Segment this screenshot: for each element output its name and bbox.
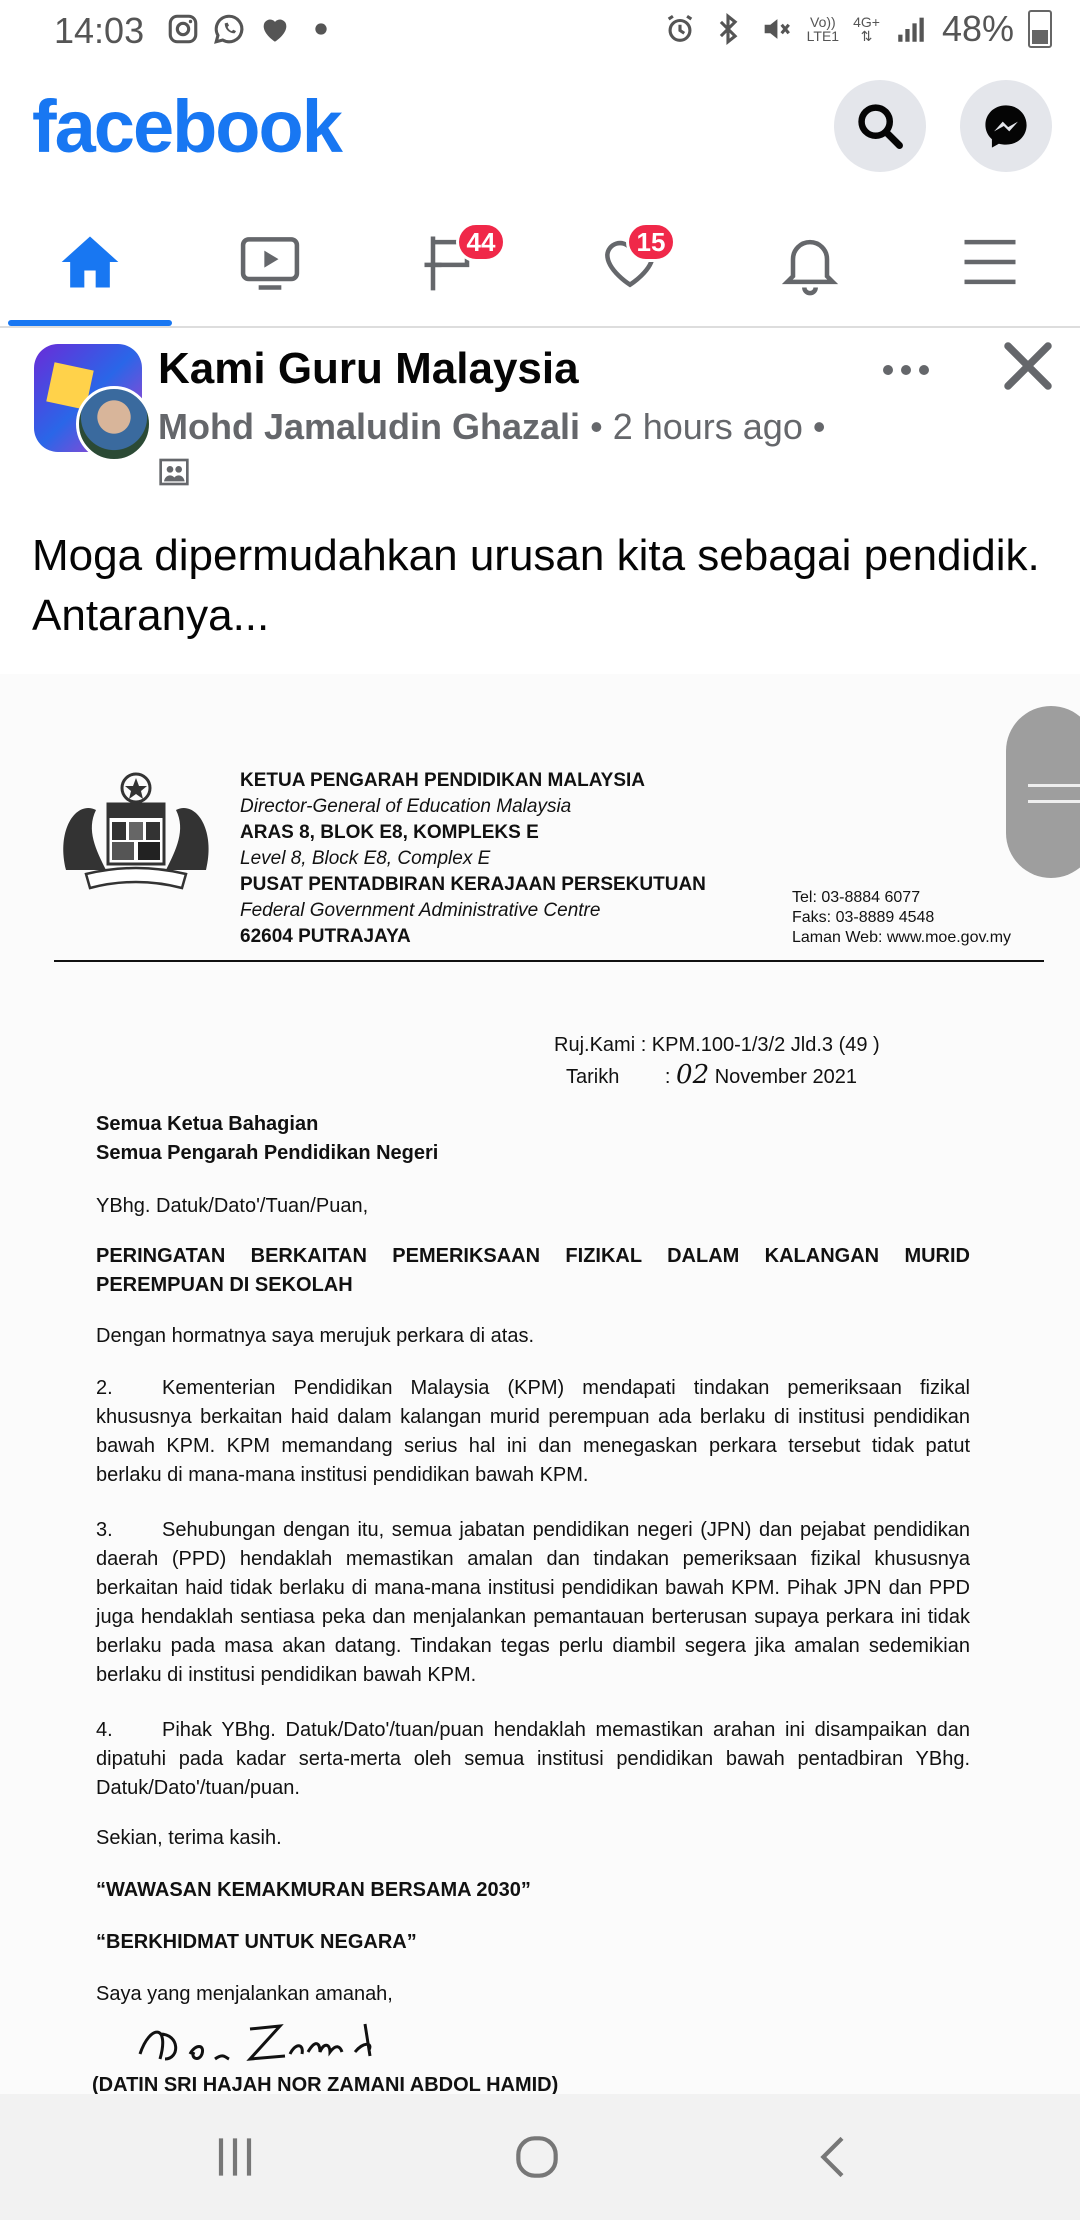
letter-sign-off: Saya yang menjalankan amanah, xyxy=(96,1983,393,2005)
tab-bar xyxy=(0,198,1080,328)
post-time[interactable]: 2 hours ago xyxy=(612,406,803,447)
tab-marketplace[interactable] xyxy=(360,198,540,326)
author-avatar[interactable] xyxy=(76,386,152,462)
letter-paragraph-3: 3. Sehubungan dengan itu, semua jabatan pendidikan negeri (JPN) dan pejabat pendidikan daerah (PPD) hendaklah memastikan amalan dan tindakan pemeriksaan fizikal khususnya berkaitan haid tidak berlaku di mana-mana institusi pendidikan bawah KPM. Pihak JPN dan PPD juga hendaklah sentiasa peka dan menjalankan pemantauan berterusan supaya perkara ini tidak berlaku pada masa akan datang. Tindakan tegas perlu diambil segera jika amalan sedemikian berlaku di institusi pendidikan bawah KPM. xyxy=(96,1519,970,1686)
tab-home[interactable] xyxy=(0,198,180,326)
alarm-icon xyxy=(663,12,697,46)
letter-signatory: (DATIN SRI HAJAH NOR ZAMANI ABDOL HAMID) xyxy=(92,2074,559,2094)
search-icon xyxy=(854,100,906,152)
tab-dating[interactable] xyxy=(540,198,720,326)
letter-opening: Dengan hormatnya saya merujuk perkara di atas. xyxy=(96,1325,535,1347)
volte-indicator: Vo)) LTE1 xyxy=(806,14,840,44)
letter-motto-1: “WAWASAN KEMAKMURAN BERSAMA 2030” xyxy=(96,1879,531,1901)
letter-motto-2: “BERKHIDMAT UNTUK NEGARA” xyxy=(96,1931,417,1953)
letter-subject: PERINGATAN BERKAITAN PEMERIKSAAN FIZIKAL DALAM KALANGAN MURID PEREMPUAN DI SEKOLAH xyxy=(96,1245,970,1296)
signature xyxy=(130,2014,390,2074)
network-type: 4G+ ⇅ xyxy=(853,14,880,44)
home-icon xyxy=(56,228,124,296)
battery-percent: 48% xyxy=(941,8,1014,49)
search-button[interactable] xyxy=(834,80,926,172)
battery-icon xyxy=(1028,10,1052,48)
heart-icon xyxy=(258,12,292,46)
group-name[interactable]: Kami Guru Malaysia xyxy=(158,344,579,393)
letter-recipients: Semua Ketua Bahagian Semua Pengarah Pendidikan Negeri xyxy=(96,1113,439,1164)
post-header xyxy=(0,330,1080,490)
author-name[interactable]: Mohd Jamaludin Ghazali xyxy=(158,406,581,447)
fast-scroll-handle[interactable] xyxy=(1006,706,1080,878)
close-icon[interactable] xyxy=(998,336,1058,396)
letter-paragraph-4: 4. Pihak YBhg. Datuk/Dato'/tuan/puan hendaklah memastikan arahan ini disampaikan dan dipatuhi pada kadar serta-merta oleh semua institusi pendidikan bawah pentadbiran YBhg. Datuk/Dato'/tuan/puan. xyxy=(96,1719,970,1799)
back-icon xyxy=(807,2129,863,2185)
notification-icons xyxy=(166,12,338,46)
tab-notifications[interactable] xyxy=(720,198,900,326)
recent-apps-button[interactable] xyxy=(200,2124,270,2190)
post-text: Moga dipermudahkan urusan kita sebagai pendidik. Antaranya... xyxy=(32,531,1040,640)
letterhead-divider xyxy=(54,960,1044,962)
recent-apps-icon xyxy=(207,2129,263,2185)
system-indicators xyxy=(663,8,1052,50)
more-icon xyxy=(881,363,931,377)
facebook-logo[interactable]: facebook xyxy=(32,85,341,168)
tab-watch[interactable] xyxy=(180,198,360,326)
letter-reference: Ruj.Kami : KPM.100-1/3/2 Jld.3 (49 ) Tarikh : 02 November 2021 xyxy=(554,1034,880,1090)
letter-closing: Sekian, terima kasih. xyxy=(96,1827,282,1849)
system-nav-bar xyxy=(0,2094,1080,2220)
letter-salutation: YBhg. Datuk/Dato'/Tuan/Puan, xyxy=(96,1195,369,1217)
messenger-icon xyxy=(980,100,1032,152)
home-circle-icon xyxy=(509,2129,565,2185)
back-button[interactable] xyxy=(800,2124,870,2190)
post-image-letter[interactable] xyxy=(0,674,1080,2094)
post-options-button[interactable] xyxy=(876,350,936,390)
signal-icon xyxy=(894,12,928,46)
instagram-icon xyxy=(166,12,200,46)
active-tab-indicator xyxy=(8,320,172,326)
messenger-button[interactable] xyxy=(960,80,1052,172)
dating-badge: 15 xyxy=(626,222,676,262)
marketplace-badge: 44 xyxy=(456,222,506,262)
video-icon xyxy=(236,228,304,296)
letterhead: KETUA PENGARAH PENDIDIKAN MALAYSIA Director-General of Education Malaysia ARAS 8, BLOK E8, KOMPLEKS E Level 8, Block E8, Complex E PUSAT PENTADBIRAN KERAJAAN PERSEKUTUAN Federal Government Administrative Centre 62604 PUTRAJAYA xyxy=(240,770,706,947)
status-bar xyxy=(0,0,1080,66)
bell-icon xyxy=(776,228,844,296)
hamburger-menu-icon xyxy=(956,228,1024,296)
letter-contact: Tel: 03-8884 6077 Faks: 03-8889 4548 Laman Web: www.moe.gov.my xyxy=(792,889,1012,946)
app-header xyxy=(0,66,1080,196)
tab-menu[interactable] xyxy=(900,198,1080,326)
mute-icon xyxy=(759,12,793,46)
status-time: 14:03 xyxy=(54,10,145,51)
whatsapp-icon xyxy=(212,12,246,46)
bluetooth-icon xyxy=(711,12,745,46)
home-button[interactable] xyxy=(502,2124,572,2190)
coat-of-arms-icon xyxy=(56,770,216,900)
post-meta: Mohd Jamaludin Ghazali • 2 hours ago • xyxy=(158,406,826,447)
dot-icon xyxy=(304,12,338,46)
group-privacy-icon xyxy=(158,456,190,488)
letter-paragraph-2: 2. Kementerian Pendidikan Malaysia (KPM) mendapati tindakan pemeriksaan fizikal khususnya berkaitan haid dalam kalangan murid perempuan ada berlaku di institusi pendidikan bawah KPM. KPM memandang serius hal ini dan menegaskan perkara tersebut tidak patut berlaku di mana-mana institusi pendidikan bawah KPM. xyxy=(96,1377,970,1486)
